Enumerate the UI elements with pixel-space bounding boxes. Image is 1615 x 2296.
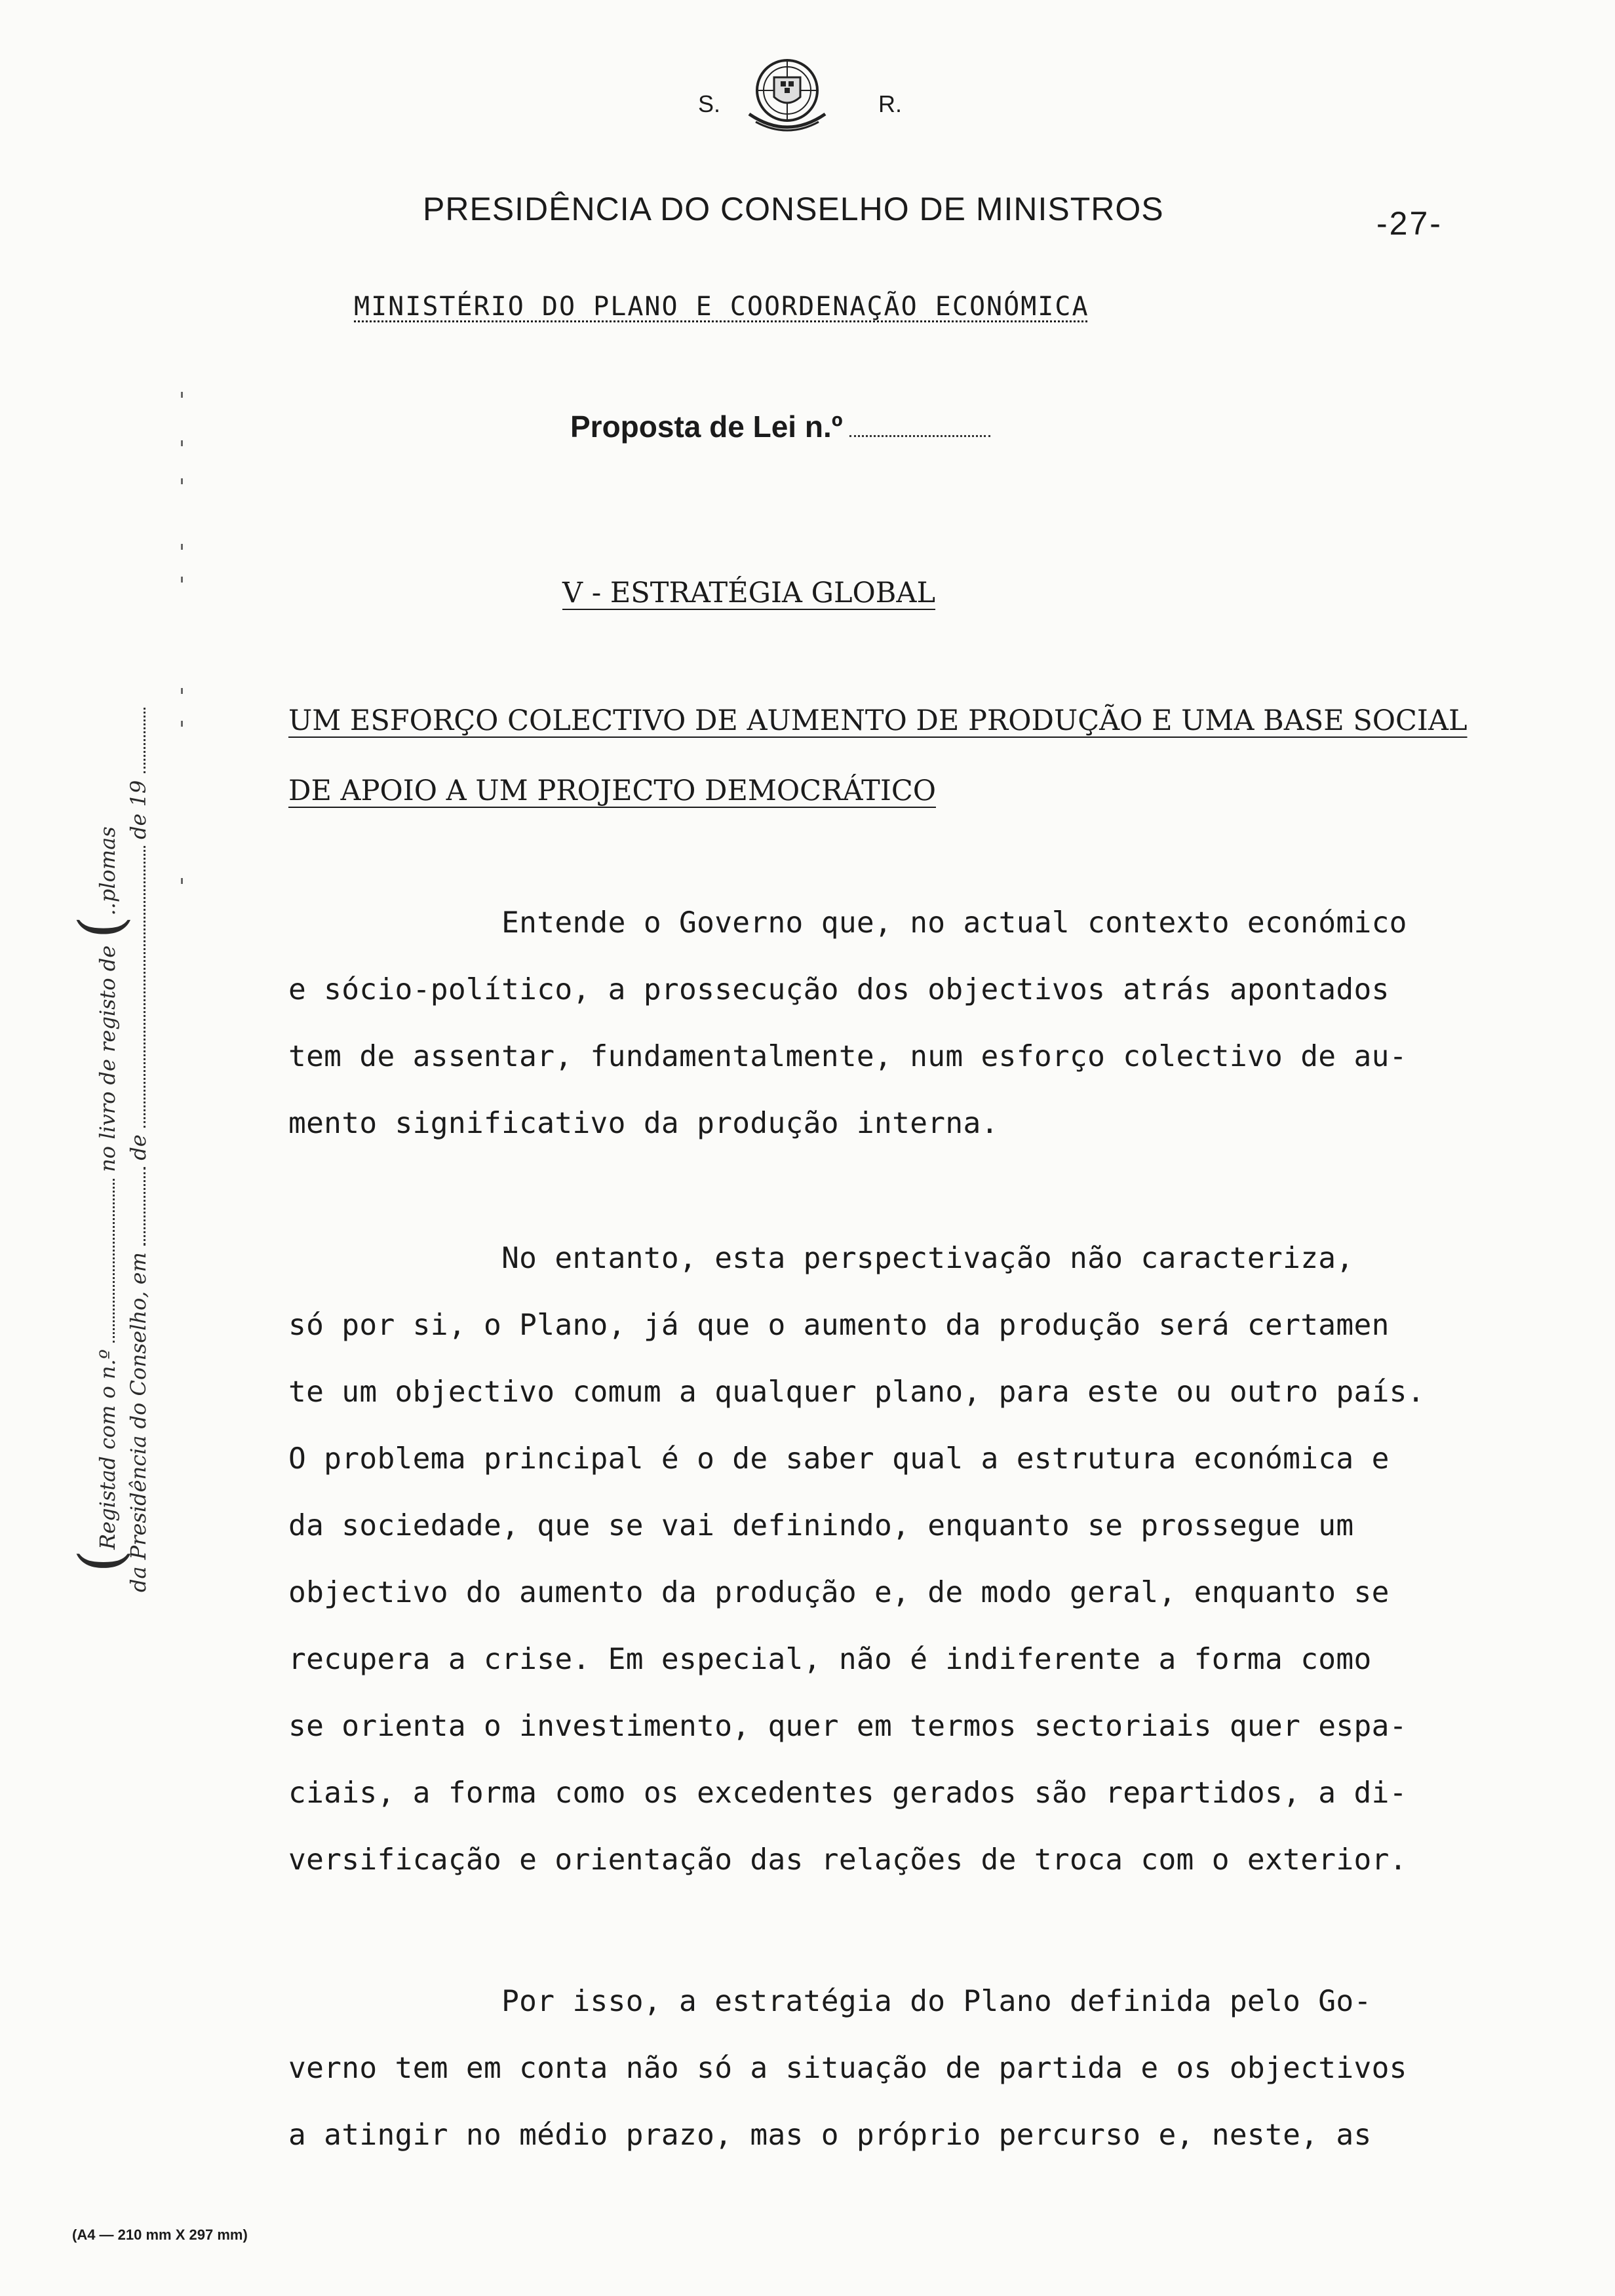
proposta-number-blank <box>849 430 990 437</box>
margin-mark <box>181 577 183 583</box>
body-line: tem de assentar, fundamentalmente, num esforço colectivo de au- <box>288 1040 1407 1073</box>
body-line: a atingir no médio prazo, mas o próprio percurso e, neste, as <box>288 2118 1372 2152</box>
body-line: versificação e orientação das relações de troca com o exterior. <box>288 1843 1407 1877</box>
margin-note-line-2 <box>126 708 151 1592</box>
paper-format-note: (A4 — 210 mm X 297 mm) <box>72 2227 248 2243</box>
body-line: te um objectivo comum a qualquer plano, para este ou outro país. <box>288 1375 1425 1409</box>
margin-note-part: da Presidência do Conselho, em <box>126 1252 151 1592</box>
margin-mark <box>181 478 183 484</box>
bracket-glyph: ( <box>67 915 136 939</box>
body-line: Entende o Governo que, no actual contexto económico <box>288 906 1407 940</box>
ministry-name: MINISTÉRIO DO PLANO E COORDENAÇÃO ECONÓMICA <box>354 292 1089 322</box>
body-line: objectivo do aumento da produção e, de modo geral, enquanto se <box>288 1576 1390 1609</box>
body-line: O problema principal é o de saber qual a estrutura económica e <box>288 1442 1390 1476</box>
margin-blank <box>140 708 146 773</box>
proposta-label: Proposta de Lei n.º <box>570 410 843 444</box>
body-line: ciais, a forma como os excedentes gerados são repartidos, a di- <box>288 1776 1407 1810</box>
bracket-glyph: ( <box>67 1549 136 1573</box>
body-line: mento significativo da produção interna. <box>288 1107 999 1140</box>
subtitle-line-2: DE APOIO A UM PROJECTO DEMOCRÁTICO <box>288 775 936 807</box>
body-line: verno tem em conta não só a situação de partida e os objectivos <box>288 2052 1407 2085</box>
body-line: se orienta o investimento, quer em termos sectoriais quer espa- <box>288 1710 1407 1743</box>
margin-note-part: de <box>126 1134 151 1160</box>
margin-blank <box>140 1167 146 1246</box>
body-line: só por si, o Plano, já que o aumento da produção será certamen <box>288 1309 1390 1342</box>
margin-note-part: de 19 <box>126 780 151 839</box>
page-number: -27- <box>1376 205 1443 242</box>
margin-mark <box>181 544 183 550</box>
margin-mark <box>181 878 183 884</box>
margin-note-part: ..plomas <box>95 826 120 916</box>
proposta-de-lei <box>570 409 990 444</box>
margin-note-part: Registad <box>95 1456 120 1550</box>
sr-left-letter: S. <box>698 90 721 117</box>
section-title: V - ESTRATÉGIA GLOBAL <box>562 577 936 609</box>
margin-mark <box>181 392 183 398</box>
margin-blank <box>109 1179 115 1343</box>
body-line: No entanto, esta perspectivação não caracteriza, <box>288 1242 1354 1275</box>
header-title: PRESIDÊNCIA DO CONSELHO DE MINISTROS <box>423 191 1164 227</box>
body-line: Por isso, a estratégia do Plano definida pelo Go- <box>288 1985 1372 2018</box>
margin-blank <box>140 846 146 1128</box>
subtitle-line-1: UM ESFORÇO COLECTIVO DE AUMENTO DE PRODUÇÃO E UMA BASE SOCIAL <box>288 704 1468 737</box>
margin-mark <box>181 440 183 446</box>
margin-mark <box>181 721 183 727</box>
coat-of-arms-seal <box>743 54 832 139</box>
body-line: da sociedade, que se vai definindo, enquanto se prossegue um <box>288 1509 1354 1542</box>
sr-right-letter: R. <box>878 90 902 117</box>
margin-mark <box>181 688 183 694</box>
body-line: e sócio-político, a prossecução dos objectivos atrás apontados <box>288 973 1390 1006</box>
margin-note-part: com o n.º <box>95 1349 120 1450</box>
margin-note-part: no livro de registo de <box>95 945 120 1172</box>
body-line: recupera a crise. Em especial, não é indiferente a forma como <box>288 1643 1372 1676</box>
